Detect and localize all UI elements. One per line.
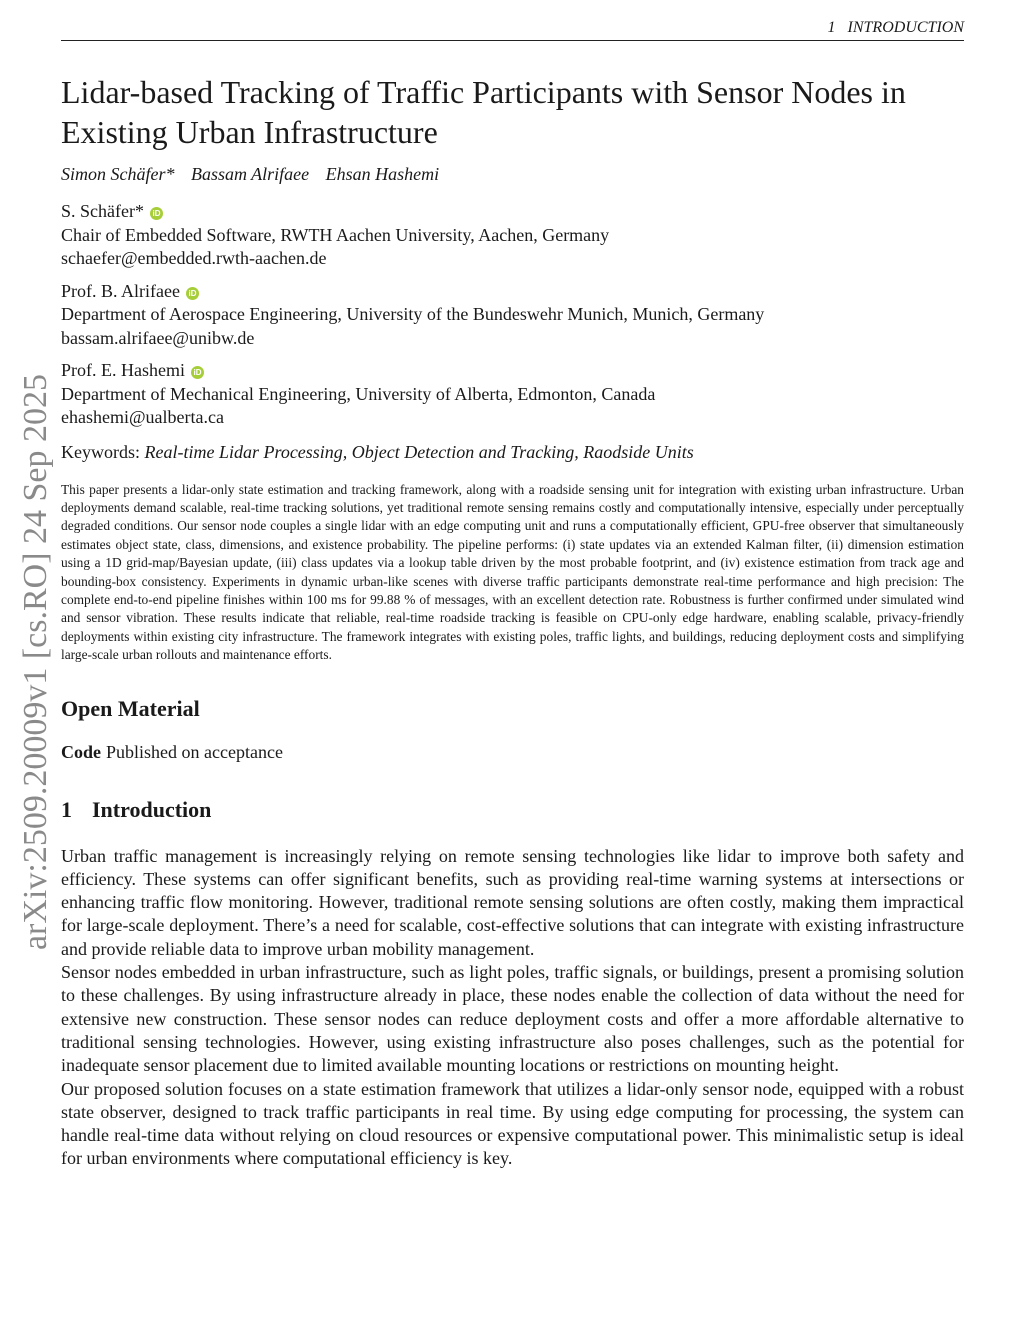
- introduction-body: [61, 845, 964, 1171]
- open-material-heading: Open Material: [61, 695, 200, 721]
- affiliation-block: [61, 200, 964, 271]
- running-head-number: 1: [827, 19, 836, 36]
- keywords-label: Keywords:: [61, 441, 140, 462]
- orcid-icon[interactable]: iD: [150, 207, 163, 220]
- running-head-title: INTRODUCTION: [847, 19, 964, 36]
- affiliation-email[interactable]: bassam.alrifaee@unibw.de: [61, 327, 255, 348]
- author-list: [61, 164, 964, 186]
- section-number: 1: [61, 796, 72, 822]
- author-name: Bassam Alrifaee: [190, 164, 310, 184]
- running-head: [61, 18, 964, 41]
- introduction-heading: [61, 797, 964, 823]
- affiliation-department: Department of Aerospace Engineering, University of the Bundeswehr Munich, Munich, Germany: [61, 304, 765, 324]
- affiliation-name: S. Schäfer*: [61, 201, 144, 221]
- code-label: Code: [61, 741, 101, 762]
- affiliation-block: [61, 280, 964, 351]
- body-paragraph: Urban traffic management is increasingly relying on remote sensing technologies like lidar to improve both safety and efficiency. These systems can offer significant benefits, such as providing real-time warning systems at intersections or enhancing traffic flow monitoring. However, traditional remote sensing solutions are often costly, making them impractical for large-scale deployment. There’s a need for scalable, cost-effective solutions that can integrate with existing infrastructure and provide reliable data to improve urban mobility management.: [61, 845, 964, 959]
- author-name: Ehsan Hashemi: [325, 164, 440, 184]
- body-paragraph: Sensor nodes embedded in urban infrastructure, such as light poles, traffic signals, or buildings, present a promising solution to these challenges. By using infrastructure already in place, these nodes enable the collection of data without the need for extensive new construction. These sensor nodes can reduce deployment costs and offer a more affordable alternative to traditional sensing technologies. However, using existing infrastructure also poses challenges, such as the potential for inadequate sensor placement due to limited available mounting locations or restrictions on mounting height.: [61, 962, 964, 1076]
- orcid-icon[interactable]: iD: [186, 287, 199, 300]
- page-content: [61, 72, 964, 1171]
- paper-title: Lidar-based Tracking of Traffic Participants with Sensor Nodes in Existing Urban Infrastructure: [61, 74, 906, 150]
- affiliation-block: [61, 359, 964, 430]
- affiliation-department: Chair of Embedded Software, RWTH Aachen University, Aachen, Germany: [61, 224, 610, 245]
- code-availability: [61, 742, 964, 763]
- code-value: Published on acceptance: [106, 741, 283, 762]
- keywords: [61, 440, 964, 464]
- section-title: Introduction: [92, 796, 212, 822]
- arxiv-stamp[interactable]: arXiv:2509.20009v1 [cs.RO] 24 Sep 2025: [17, 373, 54, 951]
- affiliation-email[interactable]: ehashemi@ualberta.ca: [61, 407, 224, 427]
- affiliation-name: Prof. E. Hashemi: [61, 360, 185, 380]
- abstract: This paper presents a lidar-only state estimation and tracking framework, along with a roadside sensing unit for integration with existing urban infrastructure. Urban deployments demand scalable, real-time tracking solutions, yet traditional remote sensing remains costly and computationally intensive, especially under perceptually degraded conditions. Our sensor node couples a single lidar with an edge computing unit and runs a computationally efficient, GPU-free observer that simultaneously estimates object state, class, dimensions, and existence probability. The pipeline performs: (i) state updates via an extended Kalman filter, (ii) dimension estimation using a 1D grid-map/Bayesian update, (iii) class updates via a lookup table driven by the most probable footprint, and (iv) existence estimation from track age and bounding-box consistency. Experiments in dynamic urban-like scenes with diverse traffic participants demonstrate real-time performance and high precision: The complete end-to-end pipeline finishes within 100 ms for 99.88 % of messages, with an excellent detection rate. Robustness is further confirmed under simulated wind and sensor vibration. These results indicate that reliable, real-time roadside tracking is feasible on CPU-only edge hardware, enabling scalable, privacy-friendly deployments within existing city infrastructure. The framework integrates with existing poles, traffic lights, and buildings, reducing deployment costs and simplifying large-scale urban rollouts and maintenance efforts.: [61, 481, 964, 663]
- author-name: Simon Schäfer*: [61, 164, 175, 184]
- keywords-values: Real-time Lidar Processing, Object Detection and Tracking, Raodside Units: [144, 441, 694, 462]
- body-paragraph: Our proposed solution focuses on a state estimation framework that utilizes a lidar-only sensor node, equipped with a robust state observer, designed to track traffic participants in real time. By using edge computing for processing, the system can handle real-time data without relying on cloud resources or expensive computational power. This minimalistic setup is ideal for urban environments where computational efficiency is key.: [61, 1078, 964, 1169]
- affiliation-name: Prof. B. Alrifaee: [61, 280, 180, 301]
- affiliation-email[interactable]: schaefer@embedded.rwth-aachen.de: [61, 248, 327, 268]
- orcid-icon[interactable]: iD: [191, 366, 204, 379]
- affiliation-department: Department of Mechanical Engineering, University of Alberta, Edmonton, Canada: [61, 383, 656, 404]
